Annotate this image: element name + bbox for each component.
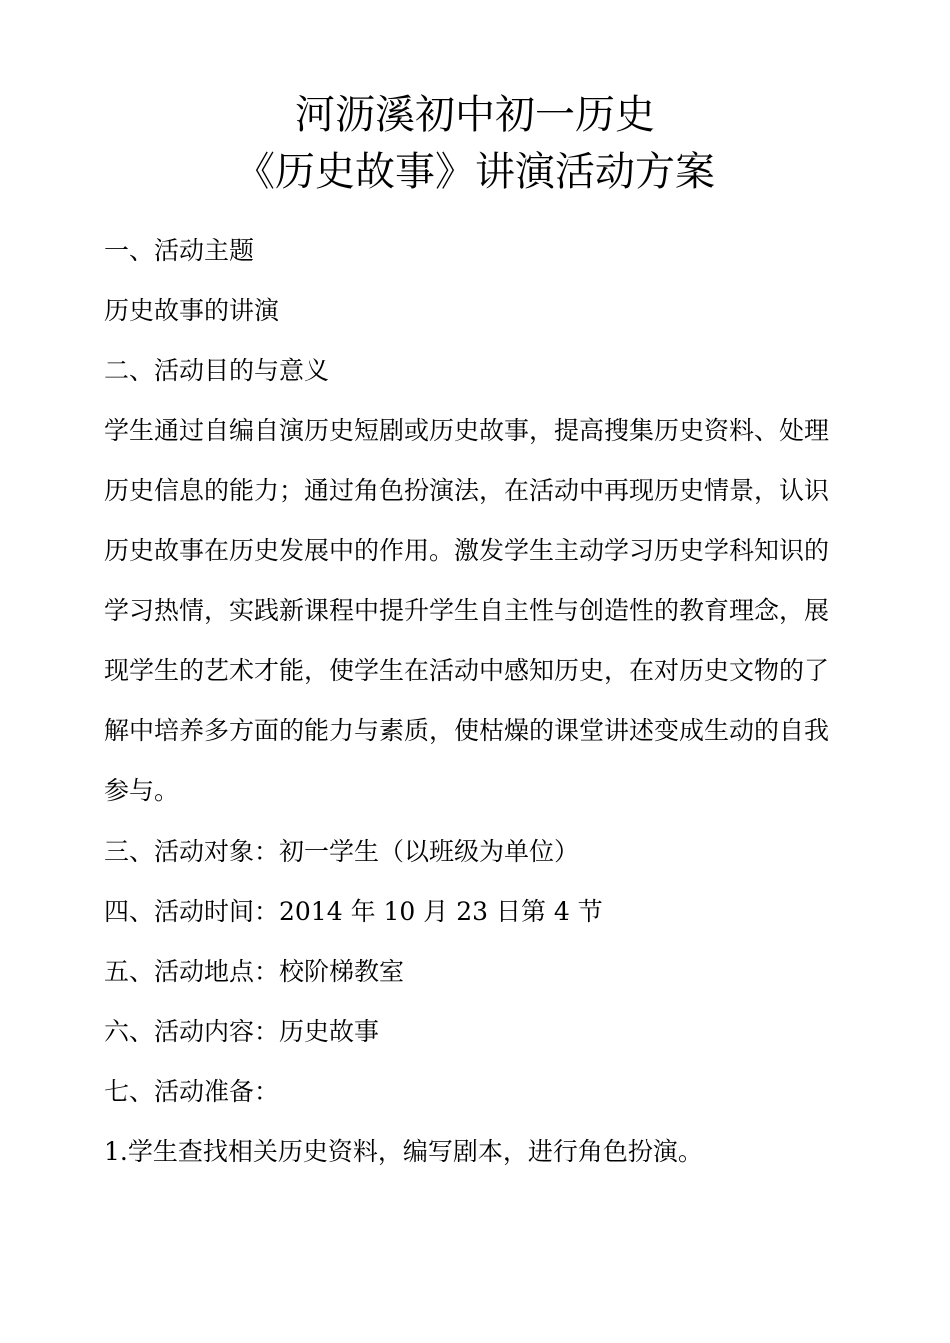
section-2-heading: 二、活动目的与意义 xyxy=(104,356,330,385)
paragraph-line: 历史信息的能力；通过角色扮演法，在活动中再现历史情景，认识 xyxy=(104,476,830,505)
section-7-heading: 七、活动准备： xyxy=(104,1077,280,1106)
paragraph-line: 参与。 xyxy=(104,776,180,805)
paragraph-line: 解中培养多方面的能力与素质，使枯燥的课堂讲述变成生动的自我 xyxy=(104,716,830,745)
section-1-body: 历史故事的讲演 xyxy=(104,296,280,325)
paragraph-line: 学生通过自编自演历史短剧或历史故事，提高搜集历史资料、处理 xyxy=(104,416,830,445)
section-5-location: 五、活动地点：校阶梯教室 xyxy=(104,957,405,986)
section-6-content: 六、活动内容：历史故事 xyxy=(104,1017,380,1046)
paragraph-line: 现学生的艺术才能，使学生在活动中感知历史，在对历史文物的了 xyxy=(104,656,830,685)
section-1-heading: 一、活动主题 xyxy=(104,236,255,265)
document-title-line-2: 《历史故事》讲演活动方案 xyxy=(235,149,715,195)
paragraph-line: 历史故事在历史发展中的作用。激发学生主动学习历史学科知识的 xyxy=(104,536,830,565)
paragraph-line: 学习热情，实践新课程中提升学生自主性与创造性的教育理念，展 xyxy=(104,596,830,625)
section-7-item-1: 1.学生查找相关历史资料，编写剧本，进行角色扮演。 xyxy=(104,1137,703,1166)
section-4-time: 四、活动时间：2014 年 10 月 23 日第 4 节 xyxy=(104,897,603,926)
section-3-target: 三、活动对象：初一学生（以班级为单位） xyxy=(104,837,580,866)
document-title-line-1: 河沥溪初中初一历史 xyxy=(295,92,655,138)
